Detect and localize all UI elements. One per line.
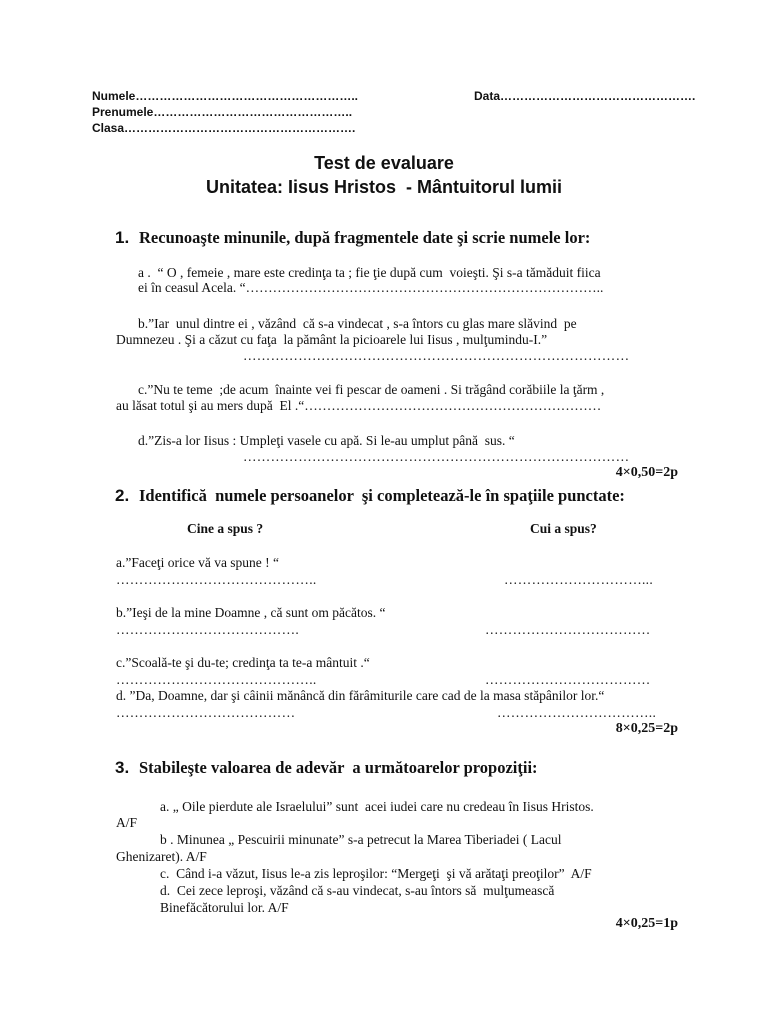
q1-score: 4×0,50=2p <box>615 465 678 480</box>
q3-c-line1: c. Când i-a văzut, Iisus le-a zis leproşilor: “Mergeţi şi vă arătaţi preoţilor” A/F <box>160 866 592 881</box>
q2-d-answer-left: ………………………………… <box>116 705 296 720</box>
q1-number: 1. <box>115 228 130 247</box>
q2-b-answer-right: ……………………………… <box>485 622 651 637</box>
q1-b-line2: Dumnezeu . Şi a căzut cu faţa la pământ la picioarele lui Iisus , mulţumindu-I.” <box>116 332 548 347</box>
q1-b-answer-line: ………………………………………………………………………… <box>243 348 630 363</box>
q3-a-line1: a. „ Oile pierdute ale Israelului” sunt acei iudei care nu credeau în Iisus Hristos. <box>160 799 594 814</box>
q2-a-quote: a.”Faceţi orice vă va spune ! “ <box>116 555 280 570</box>
q2-text: Identifică numele persoanelor şi completează-le în spaţiile punctate: <box>139 486 625 505</box>
q1-c-line1: c.”Nu te teme ;de acum înainte vei fi pescar de oameni . Si trăgând corăbiile la ţărm , <box>138 382 605 397</box>
q2-col-to-whom: Cui a spus? <box>530 521 597 536</box>
name-field: Numele……………………………………………….. <box>92 89 359 103</box>
q1-d-answer-line: ………………………………………………………………………… <box>243 449 630 464</box>
q3-score: 4×0,25=1p <box>615 916 678 931</box>
date-field: Data…………………………………………. <box>474 89 696 103</box>
q2-d-quote: d. ”Da, Doamne, dar şi câinii mănâncă din fărâmiturile care cad de la masa stăpânilor lor.“ <box>116 688 605 703</box>
q2-c-answer-right: ……………………………… <box>485 672 651 687</box>
q3-d-line1: d. Cei zece leproşi, văzând că s-au vindecat, s-au întors să mulţumească <box>160 883 555 898</box>
q3-number: 3. <box>115 758 130 777</box>
q2-col-who-said: Cine a spus ? <box>187 521 264 536</box>
q2-number: 2. <box>115 486 130 505</box>
q1-d-line1: d.”Zis-a lor Iisus : Umpleţi vasele cu apă. Si le-au umplut până sus. “ <box>138 433 515 448</box>
q2-score: 8×0,25=2p <box>615 721 678 736</box>
class-field: Clasa…………………………………………………. <box>92 121 356 135</box>
q1-text: Recunoaşte minunile, după fragmentele date şi scrie numele lor: <box>139 228 591 247</box>
q2-a-answer-right: …………………………... <box>504 572 654 587</box>
q1-c-line2: au lăsat totul şi au mers după El .“………………………………………………………… <box>116 398 602 413</box>
q1-a-line1: a . “ O , femeie , mare este credinţa ta ; fie ţie după cum voieşti. Şi s-a tămăduit fiica <box>138 265 601 280</box>
q3-d-line2: Binefăcătorului lor. A/F <box>160 900 289 915</box>
q1-b-line1: b.”Iar unul dintre ei , văzând că s-a vindecat , s-a întors cu glas mare slăvind pe <box>138 316 577 331</box>
q2-b-answer-left: …………………………………. <box>116 622 300 637</box>
q1-a-line2: ei în ceasul Acela. “…………………………………………………………………….. <box>138 280 604 295</box>
page-subtitle: Unitatea: Iisus Hristos - Mântuitorul lumii <box>205 177 563 197</box>
q2-c-quote: c.”Scoală-te şi du-te; credinţa ta te-a mântuit .“ <box>116 655 370 670</box>
surname-field: Prenumele………………………………………….. <box>92 105 353 119</box>
page-title: Test de evaluare <box>314 153 454 173</box>
q3-b-line1: b . Minunea „ Pescuirii minunate” s-a petrecut la Marea Tiberiadei ( Lacul <box>160 832 562 847</box>
q2-b-quote: b.”Ieşi de la mine Doamne , că sunt om păcătos. “ <box>116 605 386 620</box>
q3-text: Stabileşte valoarea de adevăr a următoarelor propoziţii: <box>139 758 538 777</box>
q2-c-answer-left: …………………………………….. <box>116 672 317 687</box>
q2-d-answer-right: …………………………….. <box>497 705 657 720</box>
q3-b-line2: Ghenizaret). A/F <box>116 849 207 864</box>
q2-a-answer-left: …………………………………….. <box>116 572 317 587</box>
q3-a-line2: A/F <box>116 815 138 830</box>
